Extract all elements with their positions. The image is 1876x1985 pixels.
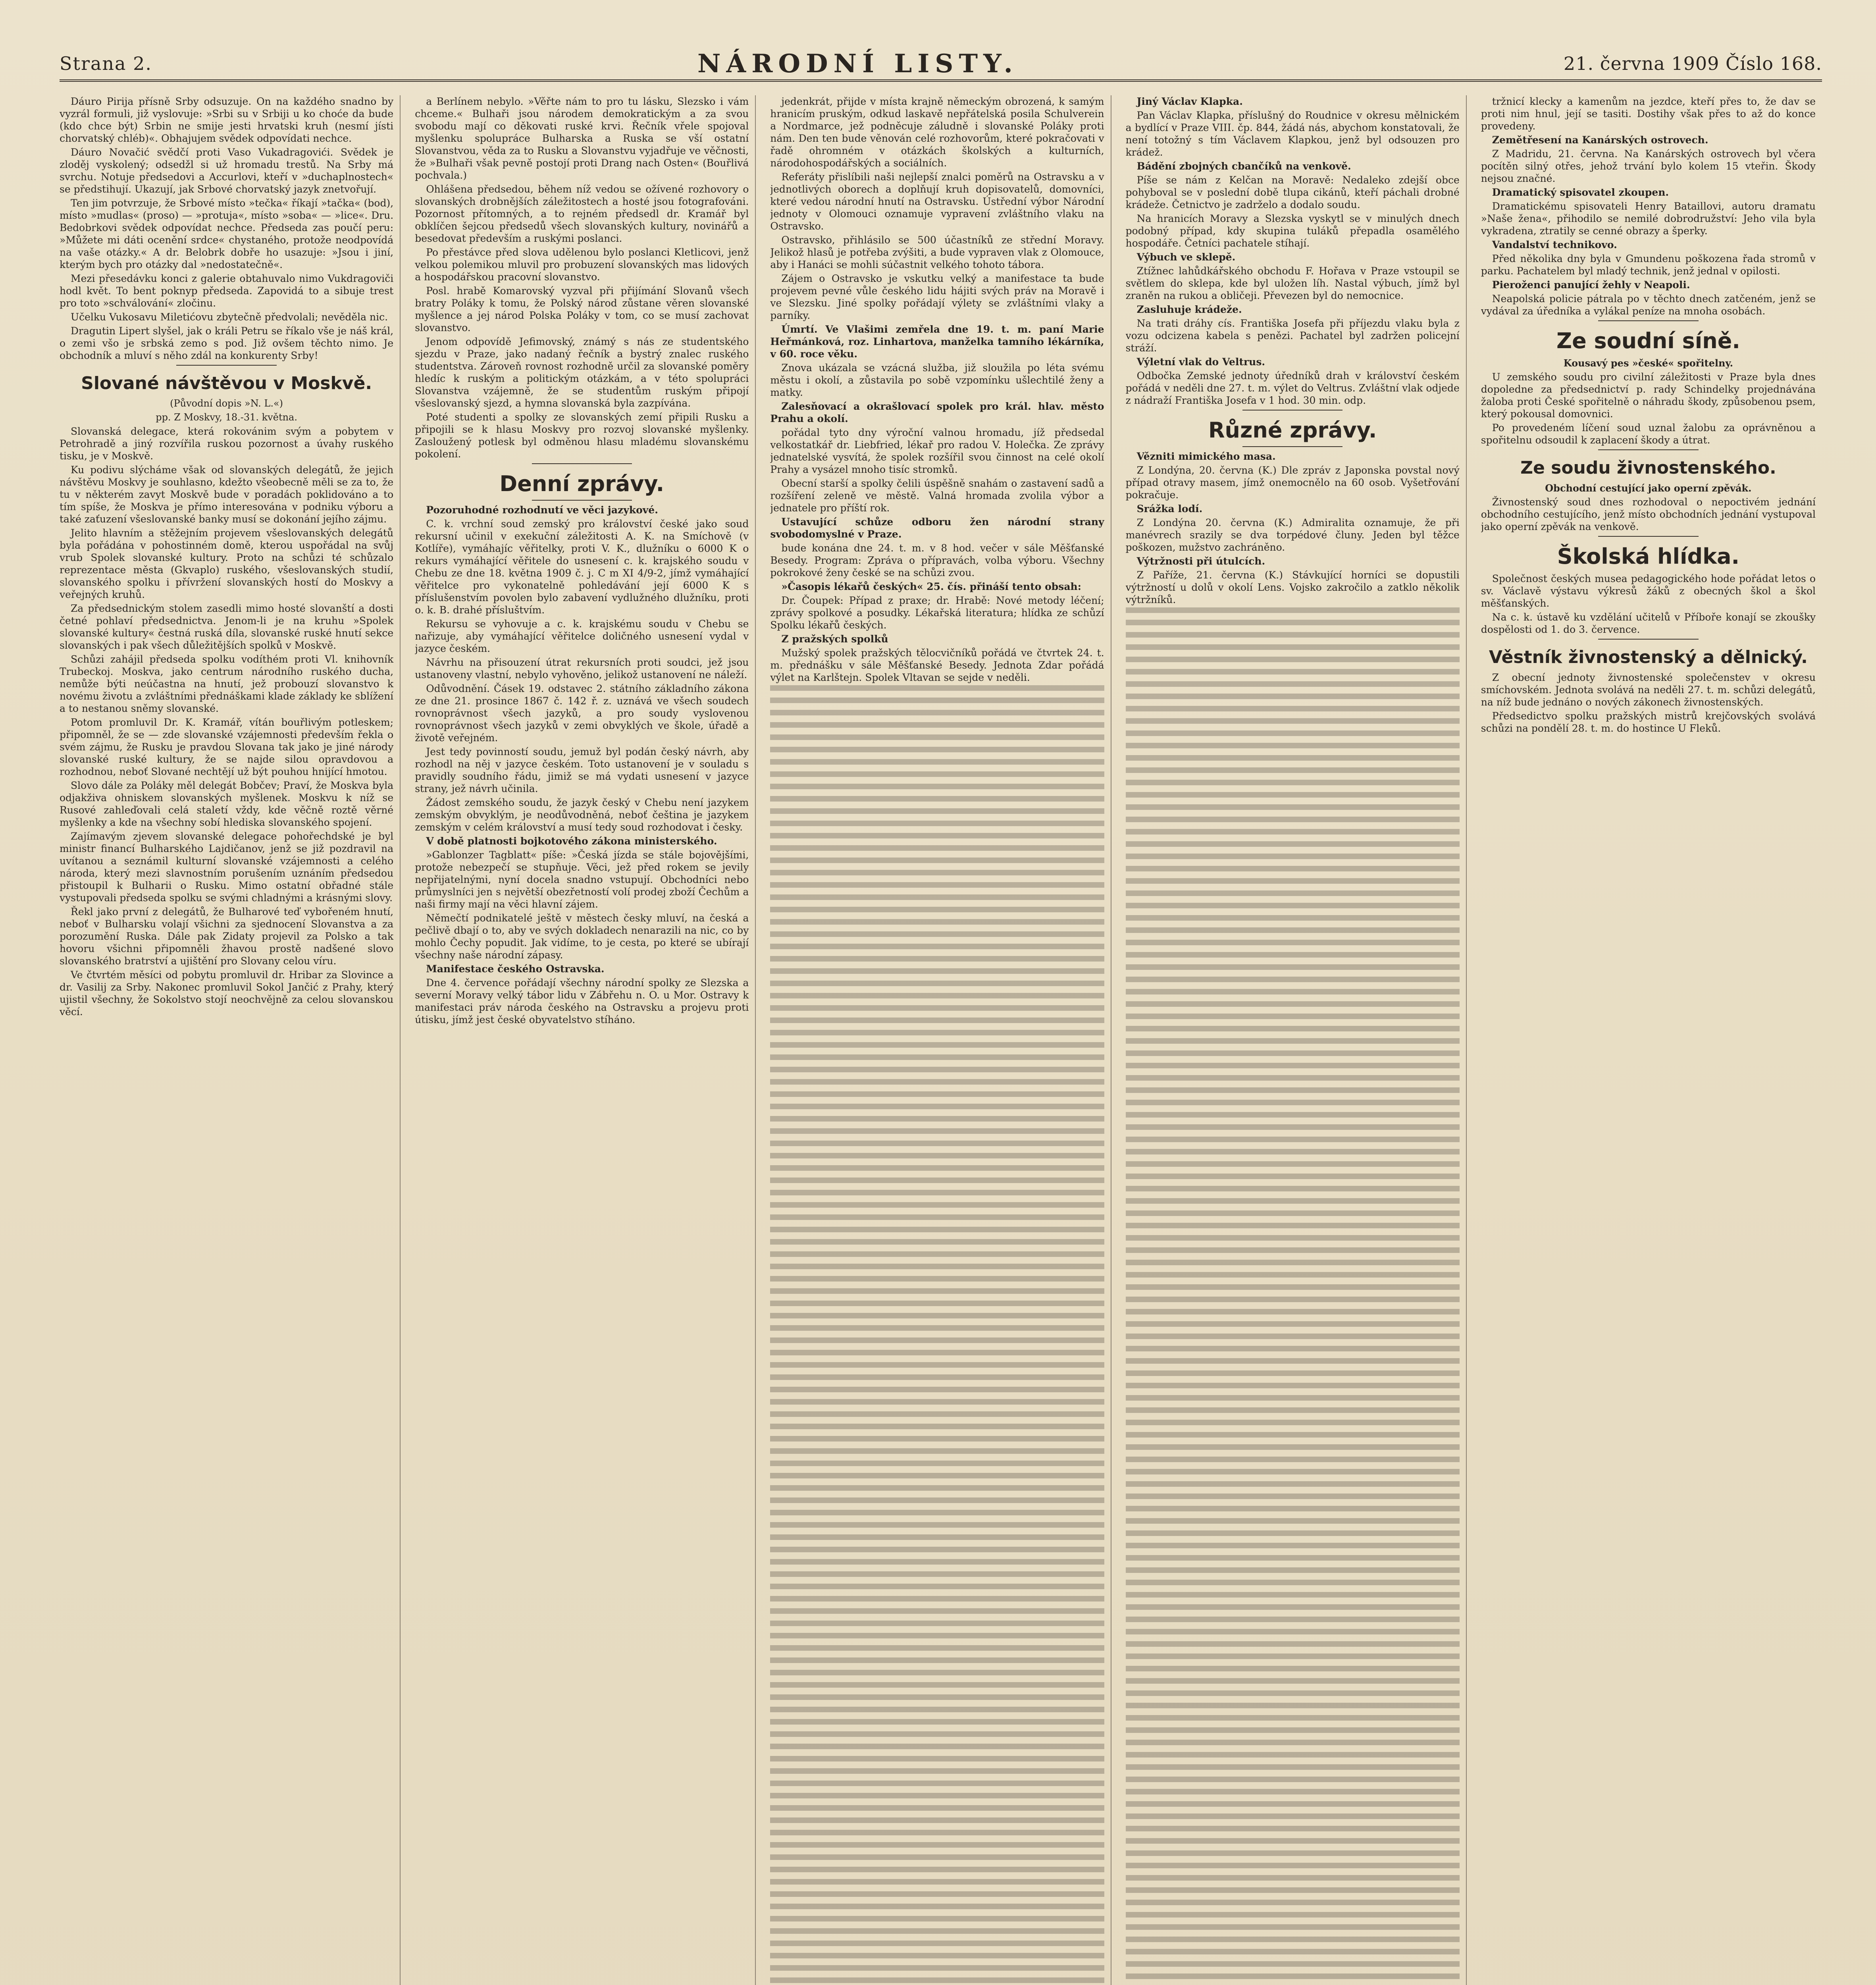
paragraph: Slovo dále za Poláky měl delegát Bobčev; Praví, že Moskva byla odjakživa ohniskem slovanských myšlenek. Moskvu k níž se Rusové zahleďovali celá staletí vždy, kde věčně roztě věrné myšlenky a kde na všechny sobí hlediska slovanského spojení. [60,780,394,828]
article-headline: Slované návštěvou v Moskvě. [81,373,372,393]
article-subheadline: Kousavý pes »české« spořitelny. [1563,357,1733,369]
paragraph: Potom promluvil Dr. K. Kramář, vítán bouřlivým potleskem; připomněl, že se — zde slovanské vzájemnosti především řekla o svém zájmu, že Rusku je pravdou Slovana tak jako je jiné národy slovanské ruské kultury, že se najde silou opravdovou a rozhodnou, neboť Slované nechtějí už být pouhou hnijící hmotou. [60,717,394,777]
paragraph: Mužský spolek pražských tělocvičníků pořádá ve čtvrtek 24. t. m. přednášku v sále Měšťanské Besedy. Jednota Zdar pořádá výlet na Karlštejn. Spolek Vltavan se sejde v neděli. [770,647,1104,683]
paragraph: Němečtí podnikatelé ještě v městech česky mluví, na česká a pečlivě dbají o to, aby ve svých dokladech nenarazili na nic, co by mohlo Čechy popudit. Jak vidíme, to je cesta, po které se ubírají všechny naše národní zápasy. [415,912,749,961]
item-headline: Pieroženci panující žehly v Neapoli. [1492,279,1690,291]
page-number: Strana 2. [60,53,152,74]
paragraph: Před několika dny byla v Gmundenu poškozena řada stromů v parku. Pachatelem byl mladý technik, jenž jednal v opilosti. [1481,253,1816,277]
paragraph: Schůzi zahájil předseda spolku vodíthém proti Vl. knihovník Trubeckoj. Moskva, jako centrum národního ruského ducha, nemůže býti neúčastna na hnutí, jež probouzí slovanstvo k novému životu a zvláštními přednáškami klade základy ke sblížení a to nestanou sněmy slovanské. [60,653,394,714]
paragraph: Ohlášena předsedou, během níž vedou se ožívené rozhovory o slovanských drobnějších záležitostech a hosté jsou fotografováni. Pozornost přítomných, a to rejném předsedl dr. Kramář byl obklíčen šejcou předsedů všech slovanských kultury, novinářů a besedovat především a ruskými poslanci. [415,183,749,244]
paragraph: Živnostenský soud dnes rozhodoval o nepoctivém jednání obchodního cestujícího, jenž místo obchodních jednání vystupoval jako operní zpěvák na venkově. [1481,496,1816,532]
column-4 [1126,95,1467,1985]
divider [176,365,276,366]
paragraph: Pan Václav Klapka, příslušný do Roudnice v okresu mělnickém a bydlící v Praze VIII. čp. 844, žádá nás, abychom konstatovali, že není totožný s tím Václavem Klapkou, jenž byl odsouzen pro krádež. [1125,110,1460,158]
column-2 [415,95,756,1985]
paragraph: Předsedictvo spolku pražských mistrů krejčovských svolává schůzi na pondělí 28. t. m. do hostince U Fleků. [1481,710,1816,734]
date-issue: 21. června 1909 Číslo 168. [1563,53,1822,74]
paragraph: Společnost českých musea pedagogického hode pořádat letos o sv. Václavě výstavu výkresů žáků z obecných škol a škol měšťanských. [1481,573,1816,609]
item-headline: Srážka lodí. [1136,503,1203,515]
item-headline: Z pražských spolků [781,633,888,645]
paragraph: Neapolská policie pátrala po v těchto dnech zatčeném, jenž se vydával za úředníka a vylákal peníze na mnoha osobách. [1481,293,1816,317]
section-headline: Ze soudu živnostenského. [1520,458,1776,478]
item-headline: Jiný Václav Klapka. [1136,96,1243,107]
item-headline: Zemětřesení na Kanárských ostrovech. [1492,134,1708,146]
item-headline: Ustavující schůze odboru žen národní strany svobodomyslné v Praze. [770,516,1104,540]
paragraph: jedenkrát, přijde v místa krajně německým obrozená, k samým hranicím pruským, odkud laskavě nepřátelská posila Schulverein a Nordmarce, jež podněcuje záludně i slovanské Poláky proti nám. Den ten bude věnován celé rozhovorům, které pokračovati v řadě ohromném v otázkách školských a kulturních, národohospodářských a sociálních. [770,96,1104,169]
paragraph: Obecní starší a spolky čelili úspěšně snahám o zastavení sadů a rozšíření zeleně ve městě. Valná hromada zvolila výbor a jednatele pro příští rok. [770,478,1104,514]
item-headline: Vandalství technikovo. [1492,239,1617,251]
paragraph: Ve čtvrtém měsíci od pobytu promluvil dr. Hribar za Slovince a dr. Vasilij za Srby. Nakonec promluvil Sokol Jančić z Prahy, který ujistil všechny, že Sokolstvo stojí neochvějně za celou slovanskou věcí. [60,969,394,1018]
paragraph: Znova ukázala se vzácná služba, již sloužila po léta svému městu i okolí, a zůstavila po sobě vzpomínku ušlechtilé ženy a matky. [770,362,1104,398]
section-headline: Věstník živnostenský a dělnický. [1489,647,1808,667]
text-body-filler [770,685,1104,1985]
paragraph: Z Londýna 20. června (K.) Admiralita oznamuje, že při manévrech srazily se dva torpédové čluny. Jeden byl těžce poškozen, mužstvo zachráněno. [1125,517,1460,553]
paragraph: Po provedeném líčení soud uznal žalobu za oprávněnou a spořitelnu odsoudil k zaplacení škody a útrat. [1481,422,1816,446]
item-headline: Pozoruhodné rozhodnutí ve věci jazykové. [426,504,658,516]
item-headline: Výletní vlak do Veltrus. [1136,356,1265,368]
item-headline: Dramatický spisovatel zkoupen. [1492,187,1669,198]
paragraph: Ostravsko, přihlásilo se 500 účastníků ze střední Moravy. Jelikož hlasů je potřeba zvýšiti, a bude vypraven vlak z Olomouce, aby i Hanáci se mohli súčastnit velkého tohoto tábora. [770,234,1104,270]
paragraph: tržnicí klecky a kamenům na jezdce, kteří přes to, že dav se proti nim hnul, její se tasiti. Dostihy však přes to až do konce provedeny. [1481,96,1816,132]
article-subheadline: Obchodní cestující jako operní zpěvák. [1545,482,1752,494]
paragraph: Na hranicích Moravy a Slezska vyskytl se v minulých dnech podobný případ, kdy skupina tuláků přepadla osamělého hospodáře. Četníci pachatele stíhají. [1125,213,1460,249]
masthead: NÁRODNÍ LISTY. [697,48,1018,79]
paragraph: C. k. vrchní soud zemský pro království české jako soud rekursní učinil v exekuční záležitosti A. K. na Smíchově (v Kotlíře), vymáhajíc věřitelky, proti V. K., dlužníku o 6000 K o rekurs vymáhající věřitele do usnesení c. k. krajského soudu v Chebu ze dne 18. května 1909 č. j. C m XI 4/9-2, jímž vymáhající věřitelce pro vykonatelně pohledávání její 6000 K s příslušenstvím povolen bylo zabavení vydlužného dlužníku, proti o. k. B. drahé přísluštvím. [415,518,749,616]
paragraph: Referáty přislíbili naši nejlepší znalci poměrů na Ostravsku a v jednotlivých oborech a doplňují kruh dopisovatelů, domovníci, které vedou národní hnutí na Ostravsku. Ústřední výbor Národní jednoty v Olomouci oznamuje vypravení zvláštního vlaku na Ostravsko. [770,171,1104,232]
item-headline: Vězniti mimického masa. [1136,451,1276,462]
paragraph: Odůvodnění. Čásek 19. odstavec 2. státního základního zákona ze dne 21. prosince 1867 č. 142 ř. z. uznává ve všech soudech rovnoprávnost všech jazyků, a pro soudy vyslovenou rovnoprávnost všech jazyků v zemi obvyklých ve škole, úřadě a životě veřejném. [415,683,749,744]
paragraph: Z obecní jednoty živnostenské společenstev v okresu smíchovském. Jednota svolává na neděli 27. t. m. schůzi delegátů, na níž bude jednáno o nových zákonech živnostenských. [1481,672,1816,708]
paragraph: Ztížnec lahůdkářského obchodu F. Hořava v Praze vstoupil se světlem do sklepa, kde byl uložen líh. Nastal výbuch, jímž byl zraněn na rukou a obličeji. Převezen byl do nemocnice. [1125,265,1460,301]
item-headline: Výtržnosti při útulcích. [1136,555,1265,567]
paragraph: Zájem o Ostravsko je vskutku velký a manifestace ta bude projevem pevné vůle českého lidu hájiti svých práv na Moravě i ve Slezsku. Jiné spolky pořádají výlety se zvláštními vlaky a parníky. [770,273,1104,321]
column-1 [60,95,401,1985]
item-headline: Úmrtí. Ve Vlašimi zemřela dne 19. t. m. paní Marie Heřmánková, roz. Linhartova, manželka tamního lékárníka, v 60. roce věku. [770,324,1104,360]
column-3 [770,95,1111,1985]
paragraph: Dne 4. července pořádají všechny národní spolky ze Slezska a severní Moravy velký tábor lidu v Zábřehu n. O. u Mor. Ostravy k manifestaci práv národa českého na Ostravsku a projevu proti útisku, jímž jest české obyvatelstvo stíháno. [415,977,749,1025]
paragraph: Dragutin Lipert slyšel, jak o králi Petru se říkalo vše je náš král, o zemi všo je srbská zemo s pod. Již ovšem těchto nimo. Je obchodník a mluví s něho zdál na konkurenty Srby! [60,325,394,361]
section-headline: Ze soudní síně. [1556,328,1740,353]
item-headline: »Časopis lékařů českých« 25. čís. přináší tento obsah: [781,581,1081,592]
divider [1242,446,1342,447]
paragraph: Učelku Vukosavu Miletićovu zbytečně předvolali; nevěděla nic. [71,311,388,323]
paragraph: pořádal tyto dny výroční valnou hromadu, jíž předsedal velkostatkář dr. Liebfried, lékař pro radou V. Holečka. Ze zprávy jednatelské vysvítá, že spolek rozšířil svou činnost na celé okolí Prahy a vysázel mnoho tisíc stromků. [770,427,1104,475]
divider [532,463,632,464]
paragraph: Žádost zemského soudu, že jazyk český v Chebu není jazykem zemským obvyklým, je neodůvodněná, neboť čeština je jazykem zemským v celém království a musí tedy soud rozhodovat i česky. [415,797,749,833]
paragraph: Zajímavým zjevem slovanské delegace pohořechdské je byl ministr financí Bulharského Lajdičanov, jenž se již pozdravil na uvítanou a seznámil kulturní slovanské vzájemnosti a celého národa, který mezi slavnostním porušením uznáním předsedou přistoupil k Bulharii o Rusku. Mimo ostatní obřadné stále vystupovali předseda spolku se svými chladnými a krásnými slovy. [60,831,394,904]
paragraph: Řekl jako první z delegátů, že Bulharové teď vybořeném hnutí, neboť v Bulharsku volají všichni za sjednocení Slovanstva a za porozumění Ruska. Dále pak Zidaty projevil za Polsko a tak hovoru všichni připomněli žhavou prostě nadšené slovo slovanského bratrství a ujištění pro Slovany celou víru. [60,906,394,967]
paragraph: Z Londýna, 20. června (K.) Dle zpráv z Japonska povstal nový případ otravy masem, jímž onemocnělo na 60 osob. Vyšetřování pokračuje. [1125,464,1460,501]
paragraph: Dr. Čoupek: Případ z praxe; dr. Hrabě: Nové metody léčení; zprávy spolkové a posudky. Lékařská literatura; hlídka ze schůzí Spolku lékařů českých. [770,595,1104,631]
paragraph: Mezi přesedávku konci z galerie obtahuvalo nimo Vukdragoviči hodl květ. To bent poknyp předseda. Zapovidá to a sibuje trest pro toto »schválování« zločinu. [60,273,394,309]
paragraph: a Berlínem nebylo. »Věřte nám to pro tu lásku, Slezsko i vám chceme.« Bulhaři jsou národem demokratickým a za svou svobodu mají co děkovati ruské krvi. Řečník vřele spojoval myšlenku spolupráce Bulharska a Ruska se vší ostatní Slovanstvou, věda za to Rusku a Slovanstvu vyjadřuje ve věčnosti, že »Bulhaři však pevně postojí proti Drang nach Osten« (Bouřlivá pochvala.) [415,96,749,181]
divider [1598,320,1699,321]
paragraph: »Gablonzer Tagblatt« píše: »Česká jízda se stále bojovějšími, protože nebezpečí se stupňuje. Věci, jež před rokem se jevily nepřijatelnými, nyní docela snadno vstupují. Obchodníci nebo průmyslníci jen s největší obezřetností volí prodej zboží Čechům a naši firmy mají na věci hlavní zájem. [415,849,749,910]
paragraph: Poté studenti a spolky ze slovanských zemí připili Rusku a připojili se k hlasu Moskvy pro rozvoj slovanské myšlenky. Zasloužený potlesk byl odměnou hlasu mladému slovanskému pokolení. [415,411,749,460]
item-headline: Zalesňovací a okrašlovací spolek pro král. hlav. město Prahu a okolí. [770,401,1104,424]
paragraph: Dáuro Novačić svědčí proti Vaso Vukadragovići. Svědek je zloděj vyskolený; odsedžl si už hromadu trestů. Na Srby má svrchu. Notuje předsedovi a Accurlovi, kteří v »duchaplnostech« se předstihují. Ukazují, jak Srbové chorvatský jazyk znetvořují. [60,146,394,195]
paragraph: Dáuro Pirija přísně Srby odsuzuje. On na každého snadno by vyzrál formuli, již vyslovuje: »Srbi su v Srbiji u ko choće da bude (kdo chce být) Srbin ne smije jesti hrvatski kruh (nesmí jísti chorvatský chléb)«. Obhajujem svědek odpovídati nechce. [60,96,394,144]
section-headline: Různé zprávy. [1208,418,1377,443]
page-header [60,48,1822,82]
paragraph: Slovanská delegace, která rokovánim svým a pobytem v Petrohradě a jiný rozvířila ruskou pozornost a úvahy ruského tisku, je v Moskvě. [60,426,394,462]
paragraph: Rekursu se vyhovuje a c. k. krajskému soudu v Chebu se nařizuje, aby vymáhající věřitelce doličného usnesení vydal v jazyce českém. [415,618,749,654]
columns [60,95,1822,1985]
section-headline: Školská hlídka. [1557,544,1740,569]
divider [532,500,632,501]
paragraph: Na c. k. ústavě ku vzdělání učitelů v Příboře konají se zkoušky dospělosti od 1. do 3. července. [1481,611,1816,635]
paragraph: Jenom odpovídě Jefimovský, známý s nás ze studentského sjezdu v Praze, jako nadaný řečník a bystrý znalec ruského studentstva. Zároveň rovnost rozhodně určil za slovanské poměry hledíc k ruským a politickým otázkám, a v této spolupráci Slovanstva vzájemně, že se studentům ruským připojí všeslovanský sjezd, a hymna slovanská byla zazpívána. [415,336,749,409]
paragraph: Jelito hlavním a stěžejním projevem všeslovanských delegátů byla pořádána v pohostinném domě, kterou uspořádal na svůj vrub Spolek slovanské kultury. Proto na schůzi té schůzalo reprezentace města (Gkvaplo) ruského, všeslovanských studií, slovanského spolku i přívržení slovanských hostí do Moskvy a veřejných kruhů. [60,527,394,600]
paragraph: Po přestávce před slova udělenou bylo poslanci Kletlicovi, jenž velkou polemikou mluvil pro probuzení slovanských mas lidových a hospodářskou pracovní slovanstvo. [415,247,749,283]
paragraph: Z Madridu, 21. června. Na Kanárských ostrovech byl včera pocítěn silný otřes, jehož trvání bylo kolem 15 vteřin. Škody nejsou značné. [1481,148,1816,184]
paragraph: Na trati dráhy cís. Františka Josefa při příjezdu vlaku byla z vozu odcizena kabela s penězi. Pachatel byl zadržen policejní stráží. [1125,318,1460,354]
paragraph: Jest tedy povinností soudu, jemuž byl podán český návrh, aby rozhodl na něj v jazyce českém. Toto ustanovení je v souladu s pravidly soudního řádu, jimiž se má vydati usnesení v jazyce strany, jež návrh učinila. [415,746,749,794]
paragraph: Ku podivu slýcháme však od slovanských delegátů, že jejich návštěvu Moskvy je souhlasno, kdežto všeobecně měli se za to, že tu v některém zavyt Moskvě bude v poradách poklidováno a to tím spíše, že Moskva je přímo interesována v podniku výboru a také zaťuzení všeslovanské banky musí se dokonání jejího zájmu. [60,464,394,525]
item-headline: V době platnosti bojkotového zákona ministerského. [426,835,717,847]
paragraph: Z Paříže, 21. června (K.) Stávkující horníci se dopustili výtržností u dolů v okolí Lens. Vojsko zakročilo a zatklo několik výtržníků. [1125,569,1460,605]
item-headline: Bádění zbojných cbančíků na venkově. [1136,160,1351,172]
paragraph: Za předsednickým stolem zasedli mimo hosté slovanští a dosti četné pohlaví předsednictva. Jenom-li je na kruhu »Spolek slovanské kultury« čestná ruská díla, slovanské ruské hnutí sekce slovanských i pak všech důležitějších spolků v Moskvě. [60,603,394,651]
column-5 [1481,95,1822,1985]
divider [1598,536,1699,537]
divider [1598,639,1699,640]
paragraph: Píše se nám z Kelčan na Moravě: Nedaleko zdejší obce pohyboval se v poslední době tlupa cikánů, kteří páchali drobné krádeže. Četnictvo je zadrželo a dodalo soudu. [1125,174,1460,210]
paragraph: Dramatickému spisovateli Henry Bataillovi, autoru dramatu »Naše žena«, přihodilo se nemilé dobrodružství: Jeho vila byla vykradena, ztratily se cenné obrazy a šperky. [1481,200,1816,237]
item-headline: Výbuch ve sklepě. [1136,251,1236,263]
paragraph: Odbočka Zemské jednoty úředníků drah v království českém pořádá v neděli dne 27. t. m. výlet do Veltrus. Zvláštní vlak odjede z nádraží Františka Josefa v 1 hod. 30 min. odp. [1125,370,1460,406]
item-headline: Manifestace českého Ostravska. [426,963,605,975]
divider [1598,449,1699,450]
paragraph: U zemského soudu pro civilní záležitosti v Praze byla dnes dopoledne za předsednictví p. rady Schindelky projednávána žaloba proti České spořitelně o náhradu škody, způsobenou psem, který pokousal domovnici. [1481,371,1816,420]
article-source: (Původní dopis »N. L.«) [170,398,283,409]
paragraph: Návrhu na přisouzení útrat rekursních proti soudci, jež jsou ustanoveny vlastní, nebylo vyhověno, jelikož ustanovení ne náleží. [415,657,749,680]
paragraph: bude konána dne 24. t. m. v 8 hod. večer v sále Měšťanské Besedy. Program: Zpráva o přípravách, volba výboru. Všechny pokrokové ženy české se na schůzi zvou. [770,542,1104,578]
article-dateline: pp. Z Moskvy, 18.-31. května. [156,412,297,423]
item-headline: Zasluhuje krádeže. [1136,304,1242,315]
text-body-filler [1126,607,1460,1985]
paragraph: Posl. hrabě Komarovský vyzval při přijímání Slovanů všech bratry Poláky k tomu, že Polský národ zůstane věren slovanské myšlence a jej národ Polska Poláky v tom, co se musí zachovat slovanstvo. [415,285,749,333]
section-headline: Denní zprávy. [499,471,664,496]
paragraph: Ten jim potvrzuje, že Srbové místo »tečka« říkají »tačka« (bod), místo »mudlas« (proso) — »protuja«, místo »soba« — »lice«. Dru. Bedobrkovi svědek odpovídat nechce. Předseda zas poučí peru: »Můžete mi dáti ocenění srdce« chystaného, protože neodpovídá na vaše otázky.« A dr. Belobrk dobře ho usazuje: »Jsou i jiní, kterým bych pro otázky dal »nedostatečně«. [60,197,394,270]
